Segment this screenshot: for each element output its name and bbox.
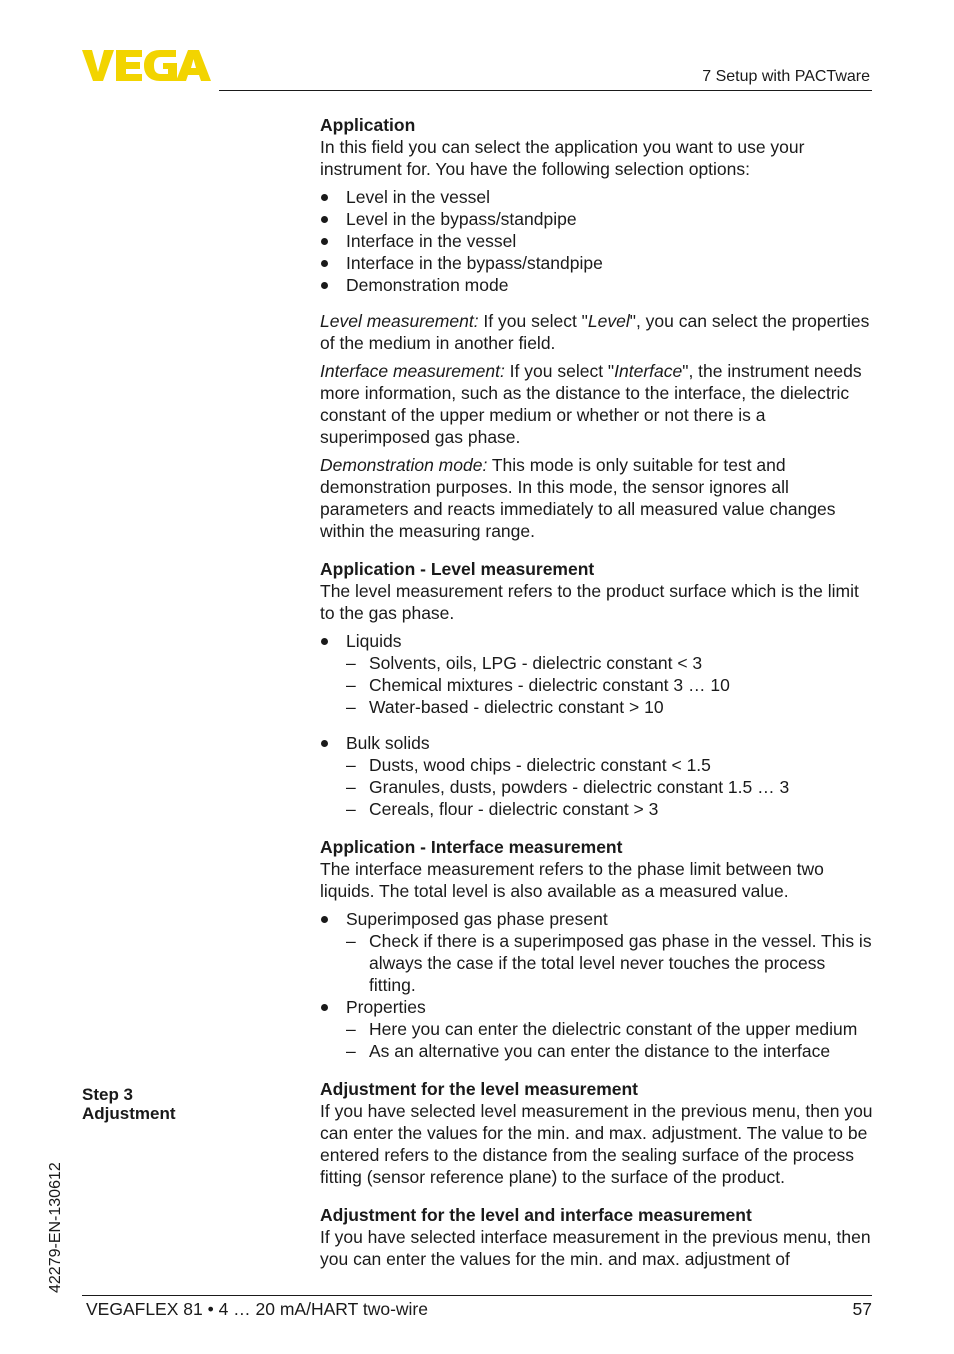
list-item: Interface in the bypass/standpipe (320, 252, 876, 274)
list-item: Bulk solids – Dusts, wood chips - dielectric constant < 1.5 – Granules, dusts, powders - dielectric constant 1.5 … 3 – Cereals, flour - dielectric constant > 3 (320, 732, 876, 820)
adjustment-interface-text: If you have selected interface measurement in the previous menu, then you can enter the values for the min. and max. adjustment of (320, 1227, 871, 1269)
list-item: Liquids – Solvents, oils, LPG - dielectric constant < 3 – Chemical mixtures - dielectric constant 3 … 10 – Water-based - dielectric constant > 10 (320, 630, 876, 718)
sub-list-item: – Dusts, wood chips - dielectric constant < 1.5 (346, 754, 876, 776)
sub-list-item: – Cereals, flour - dielectric constant > 3 (346, 798, 876, 820)
interface-measurement-intro: The interface measurement refers to the phase limit between two liquids. The total level is also available as a measured value. (320, 859, 824, 901)
page-number: 57 (852, 1299, 872, 1319)
adjustment-level-heading: Adjustment for the level measurement (320, 1079, 638, 1099)
step-label: Step 3 (82, 1085, 134, 1104)
sub-list-item: – Solvents, oils, LPG - dielectric constant < 3 (346, 652, 876, 674)
application-heading: Application (320, 115, 416, 135)
header-divider (219, 90, 872, 91)
list-item: Interface in the vessel (320, 230, 876, 252)
level-measurement-note: Level measurement: If you select "Level", you can select the properties of the medium in another field. (320, 311, 870, 353)
level-measurement-heading: Application - Level measurement (320, 559, 595, 579)
list-item: Properties – Here you can enter the dielectric constant of the upper medium – As an alternative you can enter the distance to the interface (320, 996, 876, 1062)
level-measurement-intro: The level measurement refers to the product surface which is the limit to the gas phase. (320, 581, 859, 623)
main-content (320, 114, 876, 1270)
list-item: Level in the vessel (320, 186, 876, 208)
vega-logo (82, 50, 212, 83)
sub-list-item: – As an alternative you can enter the distance to the interface (346, 1040, 876, 1062)
step-title: Adjustment (82, 1104, 176, 1123)
interface-measurement-heading: Application - Interface measurement (320, 837, 623, 857)
list-item: Demonstration mode (320, 274, 876, 296)
interface-measurement-note: Interface measurement: If you select "Interface", the instrument needs more information, such as the distance to the interface, the dielectric constant of the upper medium or whether or not there is a superimposed gas phase. (320, 361, 862, 447)
application-intro: In this field you can select the application you want to use your instrument for. You have the following selection options: (320, 137, 805, 179)
list-item: Level in the bypass/standpipe (320, 208, 876, 230)
application-options (320, 186, 876, 296)
sub-list-item: – Chemical mixtures - dielectric constant 3 … 10 (346, 674, 876, 696)
adjustment-level-text: If you have selected level measurement in the previous menu, then you can enter the values for the min. and max. adjustment. The value to be entered refers to the distance from the sealing surface of the process fitting (sensor reference plane) to the surface of the product. (320, 1101, 873, 1187)
demonstration-mode-note: Demonstration mode: This mode is only suitable for test and demonstration purposes. In this mode, the sensor ignores all parameters and reacts immediately to all measured value changes within the measuring range. (320, 455, 836, 541)
sub-list-item: – Here you can enter the dielectric constant of the upper medium (346, 1018, 876, 1040)
adjustment-interface-heading: Adjustment for the level and interface measurement (320, 1205, 752, 1225)
footer-divider (82, 1295, 872, 1296)
footer-product: VEGAFLEX 81 • 4 … 20 mA/HART two-wire (86, 1299, 428, 1319)
sub-list-item: – Water-based - dielectric constant > 10 (346, 696, 876, 718)
sub-list-item: – Granules, dusts, powders - dielectric constant 1.5 … 3 (346, 776, 876, 798)
list-item: Superimposed gas phase present – Check if there is a superimposed gas phase in the vessel. This is always the case if the total level never touches the process fitting. (320, 908, 876, 996)
document-number: 42279-EN-130612 (47, 1162, 64, 1293)
side-heading (82, 1085, 176, 1123)
sub-list-item: – Check if there is a superimposed gas phase in the vessel. This is always the case if the total level never touches the process fitting. (346, 930, 876, 996)
header-section-title: 7 Setup with PACTware (702, 68, 870, 85)
